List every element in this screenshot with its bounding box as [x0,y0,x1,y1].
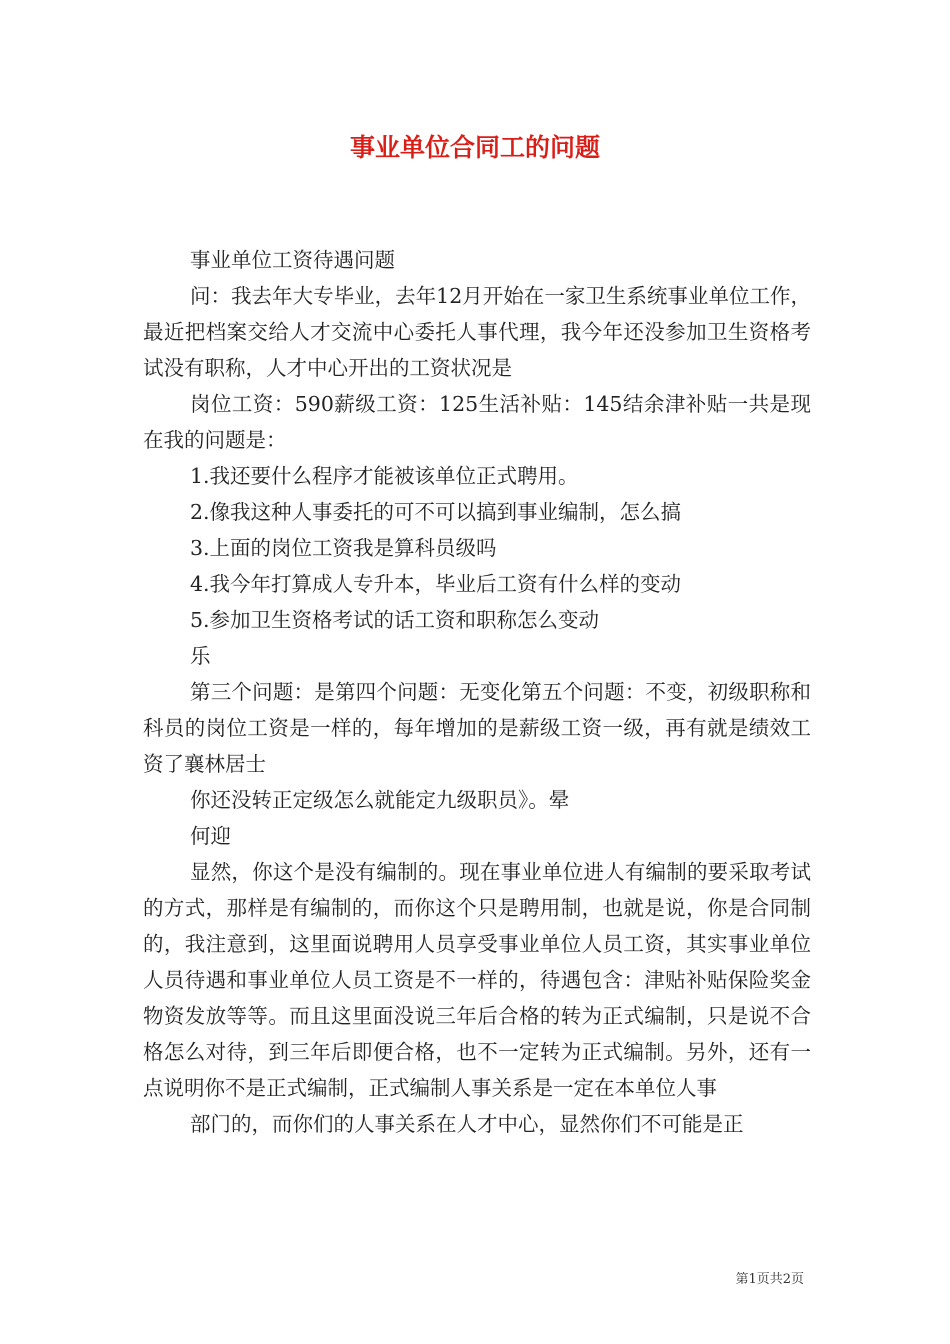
list-item-4: 4.我今年打算成人专升本，毕业后工资有什么样的变动 [190,572,682,596]
list-item-2: 2.像我这种人事委托的可不可以搞到事业编制，怎么搞 [190,500,682,524]
paragraph-answer-1: 第三个问题：是第四个问题：无变化第五个问题：不变，初级职称和科员的岗位工资是一样的，每年增加的是薪级工资一级，再有就是绩效工资了襄林居士 [143,680,811,776]
list-item-1: 1.我还要什么程序才能被该单位正式聘用。 [190,464,579,488]
paragraph-question: 问：我去年大专毕业，去年12月开始在一家卫生系统事业单位工作，最近把档案交给人才交流中心委托人事代理，我今年还没参加卫生资格考试没有职称，人才中心开出的工资状况是 [143,284,811,380]
page-number: 第1页共2页 [735,1272,804,1287]
paragraph-reply-name-1: 乐 [190,644,211,668]
paragraph-salary: 岗位工资：590薪级工资：125生活补贴：145结余津补贴一共是现在我的问题是： [143,392,811,452]
list-item-5: 5.参加卫生资格考试的话工资和职称怎么变动 [190,608,600,632]
list-item-3: 3.上面的岗位工资我是算科员级吗 [190,536,497,560]
paragraph-reply-name-2: 何迎 [190,824,231,848]
paragraph-answer-3: 显然，你这个是没有编制的。现在事业单位进人有编制的要采取考试的方式，那样是有编制的，而你这个只是聘用制，也就是说，你是合同制的，我注意到，这里面说聘用人员享受事业单位人员工资，其实事业单位人员待遇和事业单位人员工资是不一样的，待遇包含：津贴补贴保险奖金物资发放等等。而且这里面没说三年后合格的转为正式编制，只是说不合格怎么对待，到三年后即便合格，也不一定转为正式编制。另外，还有一点说明你不是正式编制，正式编制人事关系是一定在本单位人事 [143,860,811,1100]
paragraph-answer-4: 部门的，而你们的人事关系在人才中心，显然你们不可能是正 [190,1112,744,1136]
document-title: 事业单位合同工的问题 [349,133,600,162]
paragraph-answer-2: 你还没转正定级怎么就能定九级职员》。晕 [190,788,570,812]
document-body [143,242,811,1142]
paragraph-heading: 事业单位工资待遇问题 [190,248,395,272]
